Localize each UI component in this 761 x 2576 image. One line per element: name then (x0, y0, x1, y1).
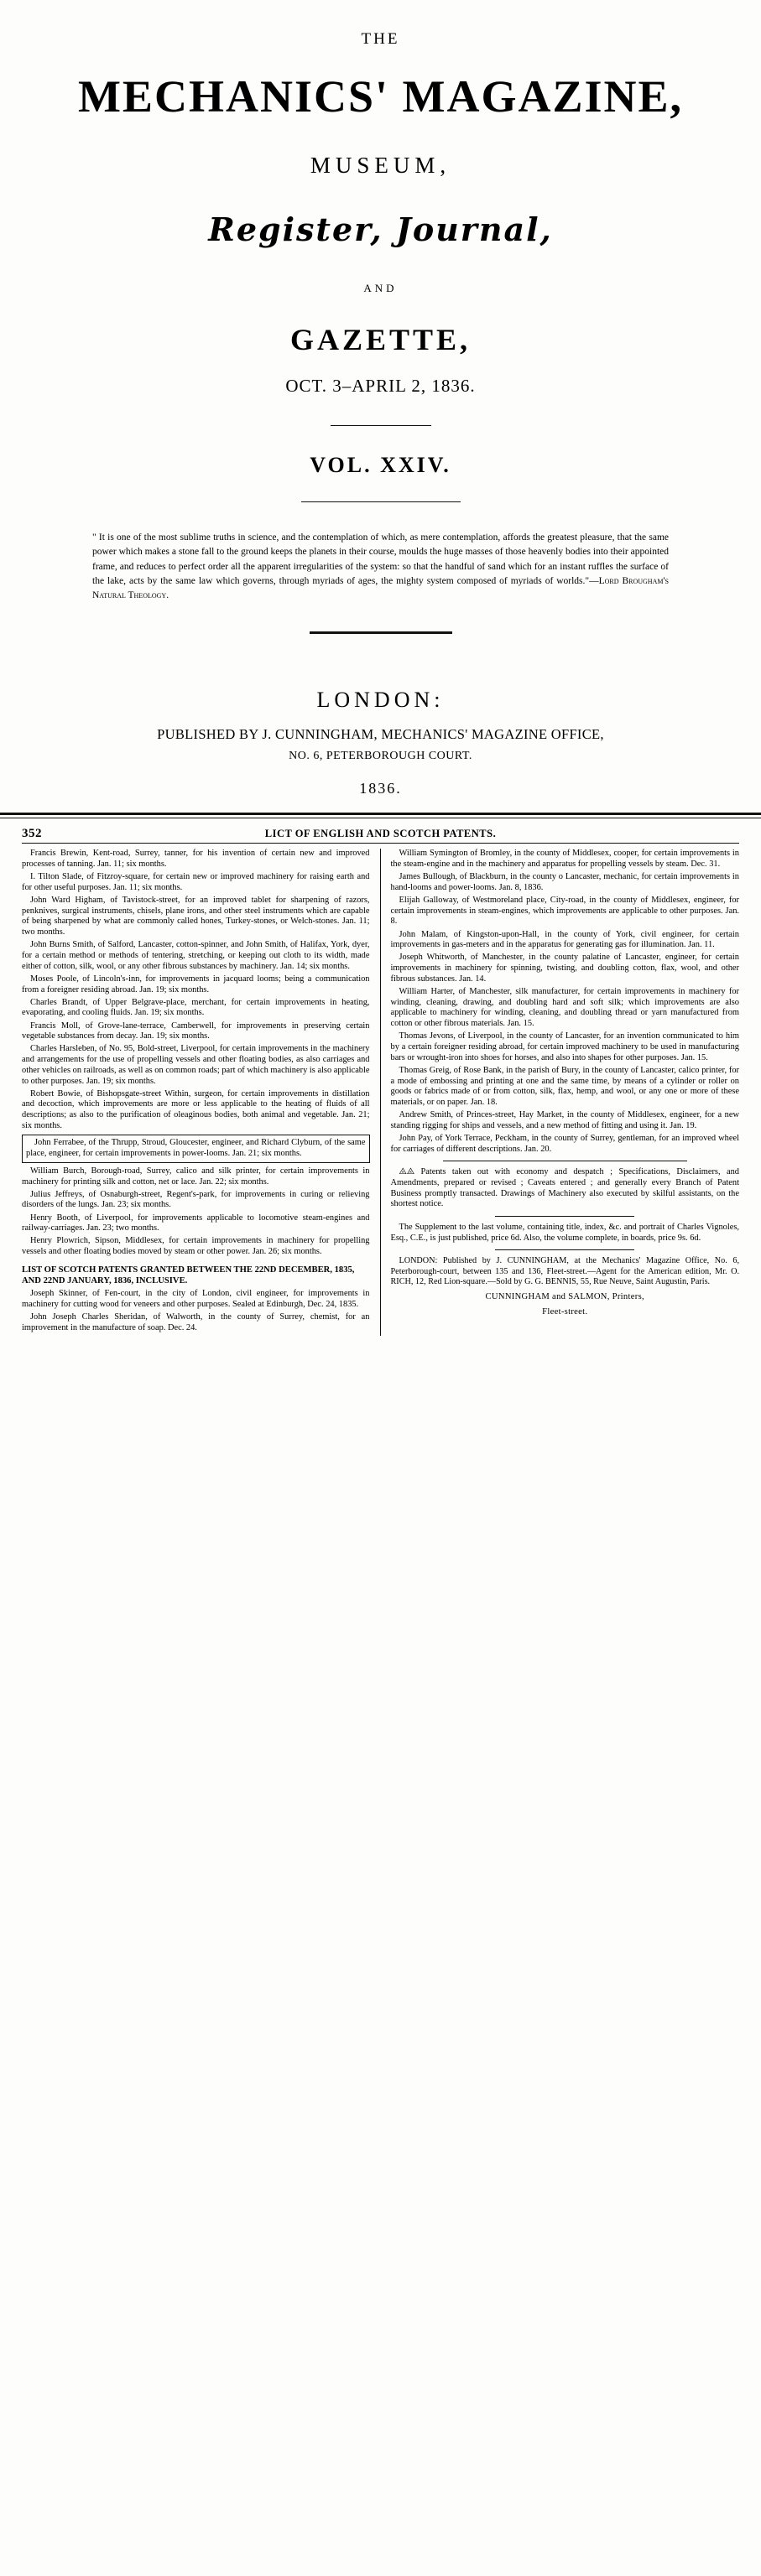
register-journal-subtitle: Register, Journal, (208, 210, 553, 248)
patent-entry: John Burns Smith, of Salford, Lancaster, cotton-spinner, and John Smith, of Halifax, York, dyer, for a certain method or methods of tentering, stretching, or keeping out cloth to its width, made either of cotton, silk, wool, or any other fibrous substances by machinery. Jan. 14; six months. (22, 940, 370, 971)
patent-entry: John Pay, of York Terrace, Peckham, in the county of Surrey, gentleman, for an improved wheel for carriages of different descriptions. Jan. 20. (390, 1133, 739, 1154)
supplement-note: The Supplement to the last volume, containing title, index, &c. and portrait of Charles Vignoles, Esq., C.E., is just published, price 6d. Also, the volume complete, in boards, price 9s. 6d. (390, 1223, 739, 1243)
patent-entry: Moses Poole, of Lincoln's-inn, for improvements in jacquard looms; being a communication from a foreigner residing abroad. Jan. 19; six months. (22, 974, 370, 995)
patent-entry: James Bullough, of Blackburn, in the county o Lancaster, mechanic, for certain improvements in hand-looms and power-looms. Jan. 8, 1836. (390, 872, 739, 892)
epigraph-attribution: Lord Brougham's Natural Theology. (92, 575, 669, 600)
divider-rule-mid (301, 501, 461, 502)
column-divider-rule-2 (495, 1216, 634, 1217)
imprint-address: NO. 6, PETERBOROUGH COURT. (289, 750, 472, 763)
column-divider-rule-3 (495, 1249, 634, 1250)
patent-entry: Julius Jeffreys, of Osnaburgh-street, Regent's-park, for improvements in curing or relieving disorders of the lungs. Jan. 23; six months. (22, 1189, 370, 1210)
left-column (22, 849, 381, 1336)
scotch-patents-subhead: LIST OF SCOTCH PATENTS GRANTED BETWEEN THE 22ND DECEMBER, 1835, AND 22ND JANUARY, 1836, INCLUSIVE. (22, 1265, 355, 1285)
imprint-publisher: PUBLISHED BY J. CUNNINGHAM, MECHANICS' MAGAZINE OFFICE, (157, 726, 604, 743)
scotch-patent-entry: John Joseph Charles Sheridan, of Walworth, in the county of Surrey, chemist, for an improvement in the manufacture of soap. Dec. 24. (22, 1312, 370, 1332)
printers-line: CUNNINGHAM and SALMON, Printers, (485, 1291, 644, 1301)
patent-entry: Elijah Galloway, of Westmoreland place, City-road, in the county of Middlesex, engineer, for certain improvements in steam-engines, which improvements are applicable to other purposes. Jan. 8. (390, 896, 739, 927)
patents-page (0, 818, 761, 1353)
patent-entry: Joseph Whitworth, of Manchester, in the county palatine of Lancaster, engineer, for certain improvements in machinery for spinning, twisting, and doubling cotton, flax, wool, and other fibrous substances. Jan. 14. (390, 953, 739, 984)
patent-entry: Francis Brewin, Kent-road, Surrey, tanner, for his invention of certain new and improved processes of tanning. Jan. 11; six months. (22, 849, 370, 869)
right-column (381, 849, 740, 1336)
epigraph-text: " It is one of the most sublime truths in science, and the contemplation of which, as mere contemplation, affords the greatest pleasure, that the same power which makes a stone fall to the ground keeps the planets in their course, moulds the huge masses of those heavenly bodies into their appointed frame, and reduces to perfect order all the apparent irregularities of the system: so that the handful of sand which for an instant ruffles the surface of the lake, acts by the same law which governs, through myriads of ages, the mighty system composed of myriads of worlds."— (92, 532, 669, 586)
patent-entry: William Symington of Bromley, in the county of Middlesex, cooper, for certain improvements in the steam-engine and in the machinery and apparatus for propelling vessels by steam. Dec. 31. (390, 849, 739, 869)
patent-entry: John Ward Higham, of Tavistock-street, for an improved tablet for sharpening of razors, penknives, surgical instruments, chisels, plane irons, and other steel instruments which are capable of being sharpened by what are commonly called hones, Turkey-stones, or Welch-stones. Jan. 11; two months. (22, 896, 370, 937)
scotch-patent-entry: Joseph Skinner, of Fen-court, in the city of London, civil engineer, for improvements in machinery for cutting wood for veneers and other purposes. Sealed at Edinburgh, Dec. 24, 1835. (22, 1289, 370, 1309)
volume-number: VOL. XXIV. (310, 453, 451, 477)
patent-entry: I. Tilton Slade, of Fitzroy-square, for certain new or improved machinery for raising earth and for other useful purposes. Jan. 11; six months. (22, 872, 370, 892)
running-head-title: LICT OF ENGLISH AND SCOTCH PATENTS. (264, 828, 497, 840)
patent-agency-note: ⨻⨻ Patents taken out with economy and despatch ; Specifications, Disclaimers, and Amendments, prepared or revised ; Caveats entered ; and generally every Branch of Patent Business promptly transacted. Drawings of Machinery also executed by skilful assistants, on the shortest notice. (390, 1167, 739, 1209)
patent-entry: Charles Harsleben, of No. 95, Bold-street, Liverpool, for certain improvements in the machinery and arrangements for the use of propelling vessels and other floating bodies, as also carriages and other vehicles on railroads, as well as on common roads; part of which machinery is also applicable to other purposes. Jan. 19; six months. (22, 1044, 370, 1086)
header-rule (22, 843, 739, 844)
running-header (22, 827, 739, 841)
patent-entry: William Burch, Borough-road, Surrey, calico and silk printer, for certain improvements in machinery for printing silk and cotton, net or lace. Jan. 22; six months. (22, 1166, 370, 1187)
patent-entry: Robert Bowie, of Bishopsgate-street Within, surgeon, for certain improvements in distillation and decoction, which improvements are more or less applicable to the heating of fluids of all descriptions; as also to the purification of oleaginous bodies, both animal and vegetable. Jan. 21; six months. (22, 1088, 370, 1130)
gazette-subtitle: GAZETTE, (289, 323, 472, 356)
patent-entry: Henry Booth, of Liverpool, for improvements applicable to locomotive steam-engines and railway-carriages. Jan. 23; two months. (22, 1213, 370, 1233)
patent-entry: Thomas Jevons, of Liverpool, in the county of Lancaster, for an invention communicated to him by a certain foreigner residing abroad, for certain improved machinery to be used in manufacturing bars or wrought-iron into shoes for horses, and also into shapes for other purposes. Jan. 15. (390, 1031, 739, 1062)
museum-subtitle: MUSEUM, (310, 153, 451, 178)
colophon-imprint: LONDON: Published by J. CUNNINGHAM, at the Mechanics' Magazine Office, No. 6, Peterborough-court, between 135 and 136, Fleet-street.—Agent for the American edition, Mr. O. RICH, 12, Red Lion-square.—Sold by G. G. BENNIS, 55, Rue Neuve, Saint Augustin, Paris. (390, 1256, 739, 1287)
patent-entry: Charles Brandt, of Upper Belgrave-place, merchant, for certain improvements in heating, evaporating, and cooling fluids. Jan. 19; six months. (22, 997, 370, 1018)
the-word: THE (361, 30, 400, 48)
patent-entry: Francis Moll, of Grove-lane-terrace, Camberwell, for improvements in preserving certain vegetable substances from decay. Jan. 19; six months. (22, 1021, 370, 1041)
imprint-city: LONDON: (316, 688, 445, 713)
highlighted-patent-entry: John Ferrabee, of the Thrupp, Stroud, Gloucester, engineer, and Richard Clyburn, of the same place, engineer, for certain improvements in power-looms. Jan. 21; six months. (22, 1135, 370, 1162)
epigraph (92, 531, 669, 603)
patent-entry: Thomas Greig, of Rose Bank, in the parish of Bury, in the county of Lancaster, calico printer, for a mode of embossing and printing at one and the same time, by means of a cylinder or roller on goods or fabrics made of or from cotton, silk, flax, hemp, and wool, or any one or more of these materials, or on paper. Jan. 18. (390, 1065, 739, 1107)
magazine-title: MECHANICS' MAGAZINE, (77, 71, 684, 122)
patent-entry: Henry Plowrich, Sipson, Middlesex, for certain improvements in machinery for propelling vessels and other floating bodies moved by steam or other power. Jan. 26; six months. (22, 1236, 370, 1257)
title-page (0, 0, 761, 797)
folio-number: 352 (22, 827, 42, 841)
patent-entry: Andrew Smith, of Princes-street, Hay Market, in the county of Middlesex, engineer, for a new standing rigging for ships and vessels, and a new method of fitting and using it. Jan. 19. (390, 1110, 739, 1130)
divider-rule-upper (331, 425, 431, 426)
printers-address: Fleet-street. (542, 1306, 588, 1317)
page-separator (0, 813, 761, 818)
patent-entry: William Harter, of Manchester, silk manufacturer, for certain improvements in machinery for winding, cleaning, drawing, and doubling hard and soft silk; which improvements are also applicable to machinery for winding, cleaning, and doubling thread or yarn manufactured from cotton or other fibrous materials. Jan. 15. (390, 987, 739, 1029)
two-column-body (22, 849, 739, 1336)
imprint-year: 1836. (359, 780, 402, 797)
and-word: AND (363, 282, 398, 294)
divider-rule-thick (310, 631, 452, 634)
date-range: OCT. 3–APRIL 2, 1836. (285, 376, 476, 396)
patent-entry: John Malam, of Kingston-upon-Hall, in the county of York, civil engineer, for certain improvements in gas-meters and in the apparatus for generating gas for illumination. Jan. 11. (390, 929, 739, 950)
